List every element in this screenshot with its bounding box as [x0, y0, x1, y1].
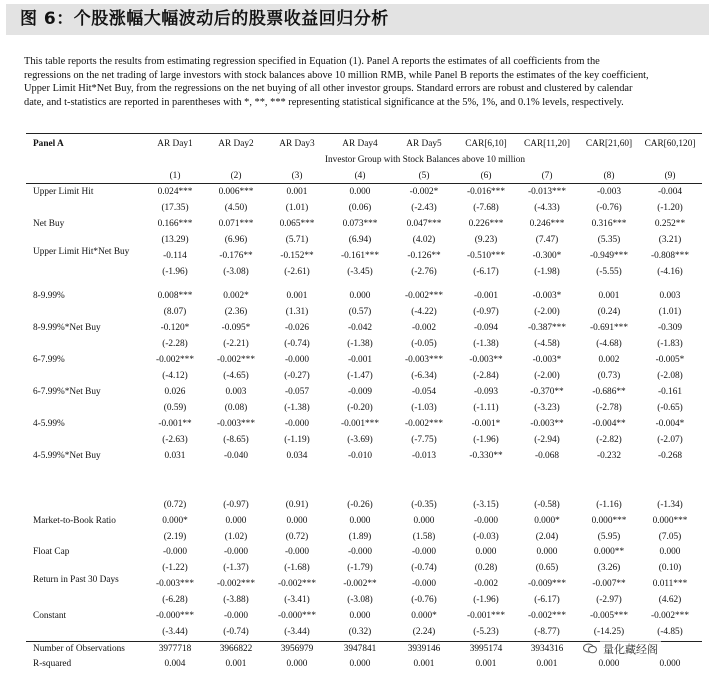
coefficient: -0.057: [284, 387, 309, 397]
t-statistic: (-2.94): [534, 435, 560, 445]
t-statistic: (-1.68): [284, 563, 310, 573]
coefficient: -0.000: [284, 547, 309, 557]
t-statistic: (7.47): [535, 235, 559, 245]
t-statistic: (-5.23): [473, 627, 499, 637]
coefficient: -0.016***: [467, 187, 505, 197]
t-statistic: (-2.78): [596, 403, 622, 413]
t-statistic: (-1.79): [347, 563, 373, 573]
t-statistic: (-0.05): [411, 339, 437, 349]
coefficient: -0.000: [473, 516, 498, 526]
t-statistic: (-1.83): [657, 339, 683, 349]
t-statistic: (7.05): [658, 532, 682, 542]
coefficient: 0.000: [349, 187, 371, 197]
t-statistic: (-1.96): [473, 595, 499, 605]
column-number: (8): [603, 171, 615, 181]
t-statistic: (-1.47): [347, 371, 373, 381]
column-header: AR Day5: [406, 139, 442, 149]
row-label: 6-7.99%: [33, 355, 65, 365]
t-statistic: (-7.68): [473, 203, 499, 213]
t-statistic: (-3.08): [347, 595, 373, 605]
coefficient: -0.300*: [532, 251, 562, 261]
t-statistic: (1.01): [658, 307, 682, 317]
column-header: AR Day3: [279, 139, 315, 149]
t-statistic: (-3.41): [284, 595, 310, 605]
t-statistic: (4.50): [224, 203, 248, 213]
coefficient: 0.000*: [411, 611, 437, 621]
coefficient: -0.004*: [655, 419, 685, 429]
t-statistic: (-1.11): [473, 403, 499, 413]
t-statistic: (13.29): [161, 235, 189, 245]
coefficient: -0.002: [473, 579, 498, 589]
coefficient: -0.095*: [221, 323, 251, 333]
t-statistic: (-4.68): [596, 339, 622, 349]
t-statistic: (-4.33): [534, 203, 560, 213]
column-number: (7): [541, 171, 553, 181]
coefficient: -0.003***: [217, 419, 255, 429]
coefficient: -0.002***: [405, 419, 443, 429]
coefficient: -0.005***: [590, 611, 628, 621]
r-squared-value: 0.001: [475, 659, 497, 669]
coefficient: -0.002***: [217, 579, 255, 589]
coefficient: 0.000*: [534, 516, 560, 526]
t-statistic: (0.24): [597, 307, 621, 317]
t-statistic: (-3.08): [223, 267, 249, 277]
coefficient: (-1.34): [657, 500, 683, 510]
t-statistic: (-2.08): [657, 371, 683, 381]
coefficient: -0.001: [473, 291, 498, 301]
coefficient: -0.176**: [219, 251, 253, 261]
coefficient: 0.000: [349, 611, 371, 621]
column-number: (5): [418, 171, 430, 181]
row-label: Float Cap: [33, 547, 70, 557]
coefficient: 0.000: [349, 291, 371, 301]
t-statistic: (5.35): [597, 235, 621, 245]
t-statistic: (-1.19): [284, 435, 310, 445]
t-statistic: (-8.65): [223, 435, 249, 445]
column-header: AR Day1: [157, 139, 193, 149]
coefficient: -0.000***: [156, 611, 194, 621]
observations-value: 3934316: [530, 644, 564, 654]
coefficient: -0.002***: [651, 611, 689, 621]
t-statistic: (-1.96): [162, 267, 188, 277]
t-statistic: (-6.28): [162, 595, 188, 605]
coefficient: 0.047***: [406, 219, 442, 229]
coefficient: -0.003: [596, 187, 621, 197]
t-statistic: (-2.84): [473, 371, 499, 381]
t-statistic: (-0.27): [284, 371, 310, 381]
column-header: AR Day2: [218, 139, 254, 149]
t-statistic: (-2.63): [162, 435, 188, 445]
coefficient: 0.316***: [591, 219, 627, 229]
coefficient: 0.000***: [591, 516, 627, 526]
coefficient: -0.309: [657, 323, 682, 333]
t-statistic: (0.28): [474, 563, 498, 573]
coefficient: -0.003***: [405, 355, 443, 365]
t-statistic: (-4.16): [657, 267, 683, 277]
coefficient: -0.009***: [528, 579, 566, 589]
coefficient: -0.003***: [156, 579, 194, 589]
coefficient: -0.114: [163, 251, 187, 261]
t-statistic: (3.26): [597, 563, 621, 573]
coefficient: -0.003**: [469, 355, 503, 365]
coefficient: 0.002: [598, 355, 620, 365]
coefficient: -0.004: [657, 187, 682, 197]
r-squared-value: 0.000: [349, 659, 371, 669]
coefficient: -0.000: [411, 547, 436, 557]
t-statistic: (-0.74): [411, 563, 437, 573]
coefficient: -0.120*: [160, 323, 190, 333]
coefficient: -0.001*: [471, 419, 501, 429]
coefficient: (-0.58): [534, 500, 560, 510]
description-line: This table reports the results from estimating regression specified in Equation (1). Panel A reports the estimates of all coefficients from the: [24, 56, 600, 67]
coefficient: 0.000***: [652, 516, 688, 526]
t-statistic: (-2.00): [534, 307, 560, 317]
coefficient: -0.003*: [532, 291, 562, 301]
column-header: AR Day4: [342, 139, 378, 149]
row-label: 6-7.99%*Net Buy: [33, 387, 101, 397]
coefficient: -0.000: [411, 579, 436, 589]
row-label: Constant: [33, 611, 67, 621]
t-statistic: (-3.44): [162, 627, 188, 637]
t-statistic: (6.94): [348, 235, 372, 245]
coefficient: -0.002***: [217, 355, 255, 365]
coefficient: -0.000: [284, 355, 309, 365]
coefficient: 0.000: [536, 547, 558, 557]
coefficient: 0.026: [164, 387, 186, 397]
coefficient: 0.071***: [218, 219, 254, 229]
row-label: Market-to-Book Ratio: [33, 516, 116, 526]
t-statistic: (5.71): [285, 235, 309, 245]
coefficient: -0.686**: [592, 387, 626, 397]
column-number: (2): [230, 171, 242, 181]
t-statistic: (5.95): [597, 532, 621, 542]
t-statistic: (-4.65): [223, 371, 249, 381]
t-statistic: (-1.22): [162, 563, 188, 573]
t-statistic: (-2.00): [534, 371, 560, 381]
column-header: CAR[60,120]: [644, 139, 696, 149]
r-squared-value: 0.001: [536, 659, 558, 669]
coefficient: 0.000*: [162, 516, 188, 526]
t-statistic: (-0.74): [223, 627, 249, 637]
coefficient: 0.006***: [218, 187, 254, 197]
coefficient: -0.161: [657, 387, 682, 397]
coefficient: -0.232: [596, 451, 621, 461]
observations-value: 3947841: [343, 644, 377, 654]
coefficient: 0.000: [413, 516, 435, 526]
coefficient: -0.000: [284, 419, 309, 429]
t-statistic: (0.73): [597, 371, 621, 381]
column-header: CAR[11,20]: [524, 139, 570, 149]
column-header: CAR[21,60]: [585, 139, 633, 149]
row-label: 4-5.99%*Net Buy: [33, 451, 101, 461]
coefficient: -0.003*: [532, 355, 562, 365]
t-statistic: (-2.97): [596, 595, 622, 605]
t-statistic: (-2.07): [657, 435, 683, 445]
coefficient: (0.72): [163, 500, 187, 510]
coefficient: (-3.15): [473, 500, 499, 510]
coefficient: -0.000: [347, 547, 372, 557]
coefficient: -0.002**: [343, 579, 377, 589]
coefficient: -0.009: [347, 387, 372, 397]
t-statistic: (9.23): [474, 235, 498, 245]
r-squared-value: 0.004: [164, 659, 186, 669]
r-squared-label: R-squared: [33, 659, 72, 669]
t-statistic: (1.01): [285, 203, 309, 213]
t-statistic: (1.89): [348, 532, 372, 542]
coefficient: -0.003**: [530, 419, 564, 429]
coefficient: 0.003: [225, 387, 247, 397]
coefficient: -0.330**: [469, 451, 503, 461]
wechat-icon: [583, 643, 597, 654]
t-statistic: (2.19): [163, 532, 187, 542]
coefficient: -0.001**: [158, 419, 192, 429]
coefficient: -0.808***: [651, 251, 689, 261]
coefficient: 0.166***: [157, 219, 193, 229]
coefficient: 0.000: [225, 516, 247, 526]
r-squared-value: 0.000: [598, 659, 620, 669]
row-label: 8-9.99%: [33, 291, 65, 301]
t-statistic: (0.06): [348, 203, 372, 213]
coefficient: 0.252**: [654, 219, 686, 229]
t-statistic: (1.02): [224, 532, 248, 542]
header-rule: [26, 183, 702, 184]
coefficient: -0.007**: [592, 579, 626, 589]
description-line: Upper Limit Hit*Net Buy, from the regressions on the net buying of all other investor groups. Standard errors are robust and clustered by calendar: [24, 83, 633, 94]
row-label: Upper Limit Hit: [33, 187, 94, 197]
t-statistic: (-1.98): [534, 267, 560, 277]
observations-value: 3956979: [280, 644, 314, 654]
coefficient: -0.268: [657, 451, 682, 461]
t-statistic: (-4.85): [657, 627, 683, 637]
t-statistic: (-1.38): [284, 403, 310, 413]
t-statistic: (17.35): [161, 203, 189, 213]
coefficient: -0.013***: [528, 187, 566, 197]
t-statistic: (2.24): [412, 627, 436, 637]
row-label: 4-5.99%: [33, 419, 65, 429]
coefficient: -0.040: [223, 451, 248, 461]
t-statistic: (-2.21): [223, 339, 249, 349]
table-description: [24, 55, 694, 109]
t-statistic: (-2.61): [284, 267, 310, 277]
description-line: date, and t-statistics are reported in parentheses with *, **, *** representing statistical significance at the 5%, 1%, and 0.1% levels, respectively.: [24, 96, 624, 108]
coefficient: 0.024***: [157, 187, 193, 197]
coefficient: (-1.16): [596, 500, 622, 510]
column-number: (1): [169, 171, 181, 181]
coefficient: 0.008***: [157, 291, 193, 301]
coefficient: -0.004**: [592, 419, 626, 429]
coefficient: 0.001: [598, 291, 620, 301]
coefficient: -0.093: [473, 387, 498, 397]
observations-value: 3939146: [407, 644, 441, 654]
r-squared-value: 0.000: [286, 659, 308, 669]
coefficient: 0.003: [659, 291, 681, 301]
t-statistic: (-3.44): [284, 627, 310, 637]
coefficient: -0.000***: [278, 611, 316, 621]
column-number: (9): [664, 171, 676, 181]
coefficient: 0.011***: [652, 579, 688, 589]
coefficient: -0.387***: [528, 323, 566, 333]
t-statistic: (-6.17): [534, 595, 560, 605]
r-squared-value: 0.000: [659, 659, 681, 669]
t-statistic: (-8.77): [534, 627, 560, 637]
coefficient: -0.000: [223, 611, 248, 621]
t-statistic: (-5.55): [596, 267, 622, 277]
t-statistic: (-3.88): [223, 595, 249, 605]
row-label: Upper Limit Hit*Net Buy: [33, 247, 130, 257]
t-statistic: (-6.17): [473, 267, 499, 277]
t-statistic: (-3.69): [347, 435, 373, 445]
t-statistic: (1.58): [412, 532, 436, 542]
row-label: Return in Past 30 Days: [33, 575, 119, 585]
t-statistic: (0.72): [285, 532, 309, 542]
column-header: CAR[6,10]: [465, 139, 507, 149]
t-statistic: (-1.37): [223, 563, 249, 573]
coefficient: 0.031: [164, 451, 186, 461]
observations-label: Number of Observations: [33, 644, 125, 654]
coefficient: (-0.97): [223, 500, 249, 510]
coefficient: 0.000: [349, 516, 371, 526]
coefficient: 0.000**: [593, 547, 625, 557]
watermark: 量化藏经阁: [600, 641, 661, 657]
coefficient: -0.001***: [341, 419, 379, 429]
t-statistic: (0.65): [535, 563, 559, 573]
coefficient: -0.001***: [467, 611, 505, 621]
coefficient: 0.000: [475, 547, 497, 557]
coefficient: -0.054: [411, 387, 436, 397]
t-statistic: (0.32): [348, 627, 372, 637]
t-statistic: (-14.25): [593, 627, 625, 637]
t-statistic: (0.10): [658, 563, 682, 573]
coefficient: 0.000: [659, 547, 681, 557]
coefficient: 0.000: [286, 516, 308, 526]
coefficient: 0.001: [286, 291, 308, 301]
t-statistic: (-1.38): [347, 339, 373, 349]
coefficient: 0.001: [286, 187, 308, 197]
coefficient: -0.002***: [156, 355, 194, 365]
coefficient: (-0.26): [347, 500, 373, 510]
coefficient: -0.005*: [655, 355, 685, 365]
t-statistic: (0.59): [163, 403, 187, 413]
coefficient: -0.510***: [467, 251, 505, 261]
t-statistic: (-2.43): [411, 203, 437, 213]
t-statistic: (-4.12): [162, 371, 188, 381]
t-statistic: (3.21): [658, 235, 682, 245]
t-statistic: (-1.03): [411, 403, 437, 413]
r-squared-value: 0.001: [413, 659, 435, 669]
figure-title: 图 6：个股涨幅大幅波动后的股票收益回归分析: [20, 9, 389, 29]
t-statistic: (-4.58): [534, 339, 560, 349]
column-number: (4): [354, 171, 366, 181]
row-label: 8-9.99%*Net Buy: [33, 323, 101, 333]
t-statistic: (-3.45): [347, 267, 373, 277]
coefficient: -0.000: [162, 547, 187, 557]
observations-value: 3977718: [158, 644, 192, 654]
t-statistic: (0.08): [224, 403, 248, 413]
coefficient: -0.370**: [530, 387, 564, 397]
coefficient: -0.002***: [405, 291, 443, 301]
panel-label: Panel A: [33, 139, 64, 149]
coefficient: -0.002*: [409, 187, 439, 197]
t-statistic: (-4.22): [411, 307, 437, 317]
t-statistic: (-3.23): [534, 403, 560, 413]
t-statistic: (-0.20): [347, 403, 373, 413]
coefficient: 0.246***: [529, 219, 565, 229]
coefficient: -0.026: [284, 323, 309, 333]
coefficient: -0.691***: [590, 323, 628, 333]
column-number: (3): [291, 171, 303, 181]
coefficient: 0.226***: [468, 219, 504, 229]
coefficient: -0.094: [473, 323, 498, 333]
t-statistic: (-2.76): [411, 267, 437, 277]
t-statistic: (-0.74): [284, 339, 310, 349]
subheader: Investor Group with Stock Balances above 10 million: [324, 155, 526, 165]
coefficient: 0.073***: [342, 219, 378, 229]
figure-title-bar: [6, 4, 709, 35]
coefficient: -0.152**: [280, 251, 314, 261]
t-statistic: (2.04): [535, 532, 559, 542]
coefficient: -0.042: [347, 323, 372, 333]
coefficient: -0.001: [347, 355, 372, 365]
r-squared-value: 0.001: [225, 659, 247, 669]
table-top-rule: [26, 133, 702, 134]
coefficient: 0.034: [286, 451, 308, 461]
coefficient: -0.002: [411, 323, 436, 333]
t-statistic: (-0.65): [657, 403, 683, 413]
t-statistic: (-6.34): [411, 371, 437, 381]
coefficient: (-0.35): [411, 500, 437, 510]
t-statistic: (8.07): [163, 307, 187, 317]
observations-value: 3995174: [469, 644, 503, 654]
t-statistic: (-2.82): [596, 435, 622, 445]
coefficient: -0.013: [411, 451, 436, 461]
coefficient: -0.002***: [528, 611, 566, 621]
t-statistic: (4.02): [412, 235, 436, 245]
t-statistic: (-7.75): [411, 435, 437, 445]
row-label: Net Buy: [33, 219, 65, 229]
coefficient: 0.002*: [223, 291, 249, 301]
description-line: regressions on the net trading of large investors with stock balances above 10 million RMB, while Panel B reports the estimates of the key coefficient,: [24, 69, 649, 81]
coefficient: -0.002***: [278, 579, 316, 589]
t-statistic: (0.57): [348, 307, 372, 317]
coefficient: -0.126**: [407, 251, 441, 261]
column-number: (6): [480, 171, 492, 181]
coefficient: 0.065***: [279, 219, 315, 229]
t-statistic: (-1.38): [473, 339, 499, 349]
coefficient: -0.010: [347, 451, 372, 461]
t-statistic: (-0.03): [473, 532, 499, 542]
t-statistic: (-1.20): [657, 203, 683, 213]
coefficient: (0.91): [285, 500, 309, 510]
coefficient: -0.000: [223, 547, 248, 557]
t-statistic: (-1.96): [473, 435, 499, 445]
t-statistic: (-2.28): [162, 339, 188, 349]
t-statistic: (2.36): [224, 307, 248, 317]
t-statistic: (-0.97): [473, 307, 499, 317]
t-statistic: (6.96): [224, 235, 248, 245]
coefficient: -0.161***: [341, 251, 379, 261]
t-statistic: (4.62): [658, 595, 682, 605]
coefficient: -0.949***: [590, 251, 628, 261]
t-statistic: (-0.76): [411, 595, 437, 605]
observations-value: 3966822: [219, 644, 253, 654]
t-statistic: (-0.76): [596, 203, 622, 213]
coefficient: -0.068: [534, 451, 559, 461]
t-statistic: (1.31): [285, 307, 309, 317]
